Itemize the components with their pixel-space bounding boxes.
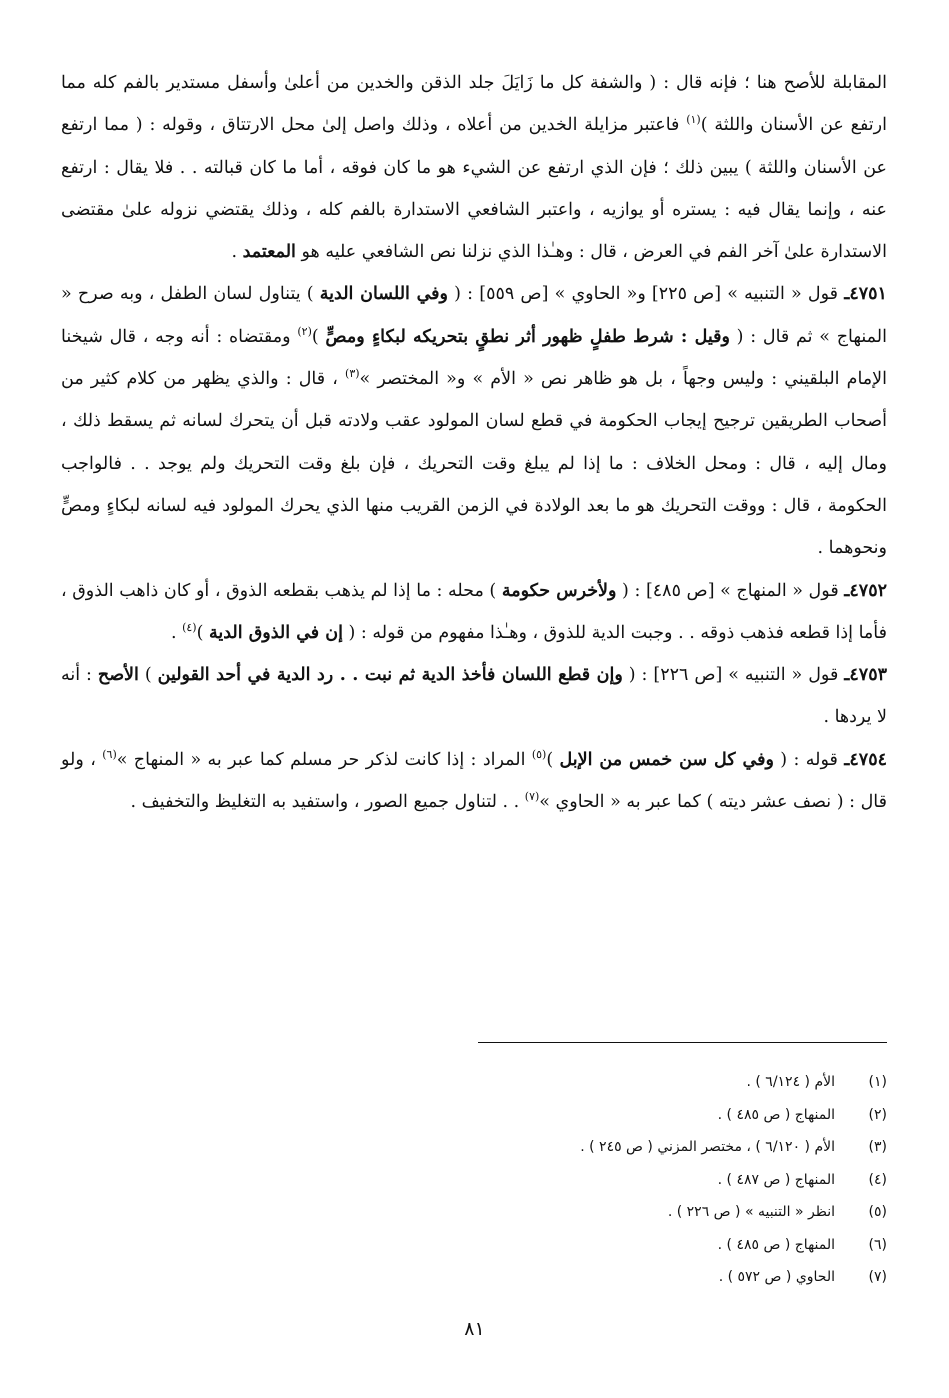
footnote-item (61, 1066, 887, 1099)
footnote-text: الحاوي ( ص ٥٧٢ ) . (718, 1269, 835, 1285)
text-run: المقابلة للأصح هنا ؛ فإنه قال : ( والشفة كل ما زَايَلَ جلد الذقن والخدين من أعلىٰ وأسفل مستدير بالفم كله مما ارتفع عن الأسنان واللثة ) (61, 73, 887, 136)
footnote-ref: (٧) (524, 790, 540, 804)
quoted-text: وقيل : شرط طفلٍ ظهور أثر نطقٍ بتحريكه لبكاءٍ ومصٍّ (325, 326, 730, 347)
entry-number: ٤٧٥٣ـ (844, 665, 887, 686)
paragraph-4753 (61, 654, 887, 739)
text-run: قوله : ( (773, 749, 845, 770)
footnote-item (61, 1164, 887, 1197)
paragraph-4751 (61, 273, 887, 569)
text-run: قول « التنبيه » [ص ٢٢٦] : ( (622, 665, 845, 686)
footnote-text: المنهاج ( ص ٤٨٥ ) . (717, 1106, 835, 1123)
quoted-text: ولأخرس حكومة (501, 580, 617, 601)
text-run: . (170, 622, 183, 643)
footnote-number: (٥) (868, 1204, 887, 1220)
text-run: ، ولو قال : ( نصف عشر ديته ) كما عبر به « الحاوي » (61, 749, 887, 813)
footnote-text: انظر « التنبيه » ( ص ٢٢٦ ) . (667, 1204, 835, 1220)
paragraph-4754 (61, 739, 887, 824)
text-run: ) (138, 665, 158, 686)
text-run: فاعتبر مزايلة الخدين من أعلاه ، وذلك واصل إلىٰ محل الارتتاق ، وقوله : ( مما ارتفع عن الأسنان واللثة ) يبين ذلك ؛ فإن الذي ارتفع عن الشيء هو ما كان فوقه ، أما ما كان قبالته . . فلا يقال : ارتفع عنه ، وإنما يقال فيه : يستره أو يوازيه ، واعتبر الشافعي الاستدارة بالفم كله ، وذلك يقتضي نزوله علىٰ مقتضى الاستدارة علىٰ آخر الفم في العرض ، قال : وهـٰذا الذي نزلنا نص الشافعي عليه هو (61, 115, 887, 263)
page-number: ٨١ (464, 1318, 485, 1340)
entry-number: ٤٧٥٢ـ (844, 580, 888, 601)
text-run: قول « التنبيه » [ص ٢٢٥] و« الحاوي » [ص ٥٥٩] : ( (448, 284, 845, 305)
text-run: ) (311, 326, 326, 347)
footnote-ref: (٤) (182, 621, 197, 635)
footnote-text: الأم ( ٦/١٢٠ ) ، مختصر المزني ( ص ٢٤٥ ) . (580, 1139, 835, 1155)
quoted-text: وفي كل سن خمس من الإبل (559, 749, 774, 770)
footnote-ref: (١) (686, 113, 701, 127)
text-run: قول « المنهاج » [ص ٤٨٥] : ( (616, 580, 845, 601)
quoted-text: وإن قطع اللسان فأخذ الدية ثم نبت . . رد الدية في أحد القولين (157, 665, 623, 686)
footnote-ref: (٣) (345, 367, 360, 381)
footnote-text: المنهاج ( ص ٤٨٥ ) . (717, 1236, 835, 1253)
text-run: ، قال : والذي يظهر من كلام كثير من أصحاب الطريقين ترجيح إيجاب الحكومة في قطع لسان المولود عقب ولادته قبل أن يتحرك لسانه ثم يسقط ذلك ، ومال إليه ، قال : ومحل الخلاف : ما إذا لم يبلغ وقت التحريك ، فإن بلغ وقت التحريك ولم يوجد . . فالواجب الحكومة ، قال : ووقت التحريك هو ما بعد الولادة في الزمن القريب منها الذي يحرك المولود فيه لسانه لبكاءٍ ومصٍّ ونحوهما . (61, 369, 887, 559)
text-run: . . لتناول جميع الصور ، واستفيد به التغليظ والتخفيف . (130, 792, 525, 813)
entry-number: ٤٧٥٤ـ (844, 749, 887, 770)
bold-term: المعتمد (242, 242, 296, 263)
footnote-item (61, 1196, 887, 1229)
text-run: ) يتناول لسان الطفل ، وبه صرح « المنهاج » ثم قال : ( (61, 284, 887, 347)
entry-number: ٤٧٥١ـ (844, 284, 887, 305)
paragraph-continuation (61, 62, 887, 273)
footnote-divider (478, 1042, 887, 1043)
paragraph-4752 (61, 570, 887, 655)
text-run: . (231, 242, 243, 263)
text-run: ) (196, 622, 209, 643)
footnote-text: المنهاج ( ص ٤٨٧ ) . (717, 1171, 835, 1188)
footnote-item (61, 1131, 887, 1164)
footnote-number: (٤) (868, 1171, 887, 1188)
bold-term: الأصح (97, 665, 139, 686)
footnote-number: (٣) (868, 1139, 887, 1155)
footnote-number: (٧) (868, 1269, 887, 1285)
text-run: ومقتضاه : أنه وجه ، قال شيخنا الإمام البلقيني : وليس وجهاً ، بل هو ظاهر نص « الأم » و« المختصر » (61, 326, 888, 390)
quoted-text: إن في الذوق الدية (208, 622, 343, 643)
footnote-number: (٢) (868, 1106, 887, 1123)
footnote-number: (١) (868, 1074, 887, 1090)
quoted-text: وفي اللسان الدية (319, 284, 448, 305)
footnote-number: (٦) (868, 1236, 887, 1253)
text-run: ) محله : ما إذا لم يذهب بقطعه الذوق ، أو كان ذاهب الذوق ، فأما إذا قطعه فذهب ذوقه . . وجبت الدية للذوق ، وهـٰذا مفهوم من قوله : ( (61, 580, 887, 643)
text-run: المراد : إذا كانت لذكر حر مسلم كما عبر به « المنهاج » (116, 749, 532, 770)
footnote-item (61, 1099, 887, 1132)
text-run: : أنه لا يردها . (61, 665, 887, 728)
text-run: ) (546, 749, 560, 770)
footnote-item (61, 1261, 887, 1294)
footnotes (61, 1066, 887, 1294)
footnote-text: الأم ( ٦/١٢٤ ) . (746, 1074, 835, 1090)
footnote-ref: (٦) (102, 747, 117, 761)
footnote-ref: (٢) (297, 324, 312, 338)
main-text (61, 62, 887, 823)
footnote-item (61, 1229, 887, 1262)
footnote-ref: (٥) (531, 747, 547, 761)
